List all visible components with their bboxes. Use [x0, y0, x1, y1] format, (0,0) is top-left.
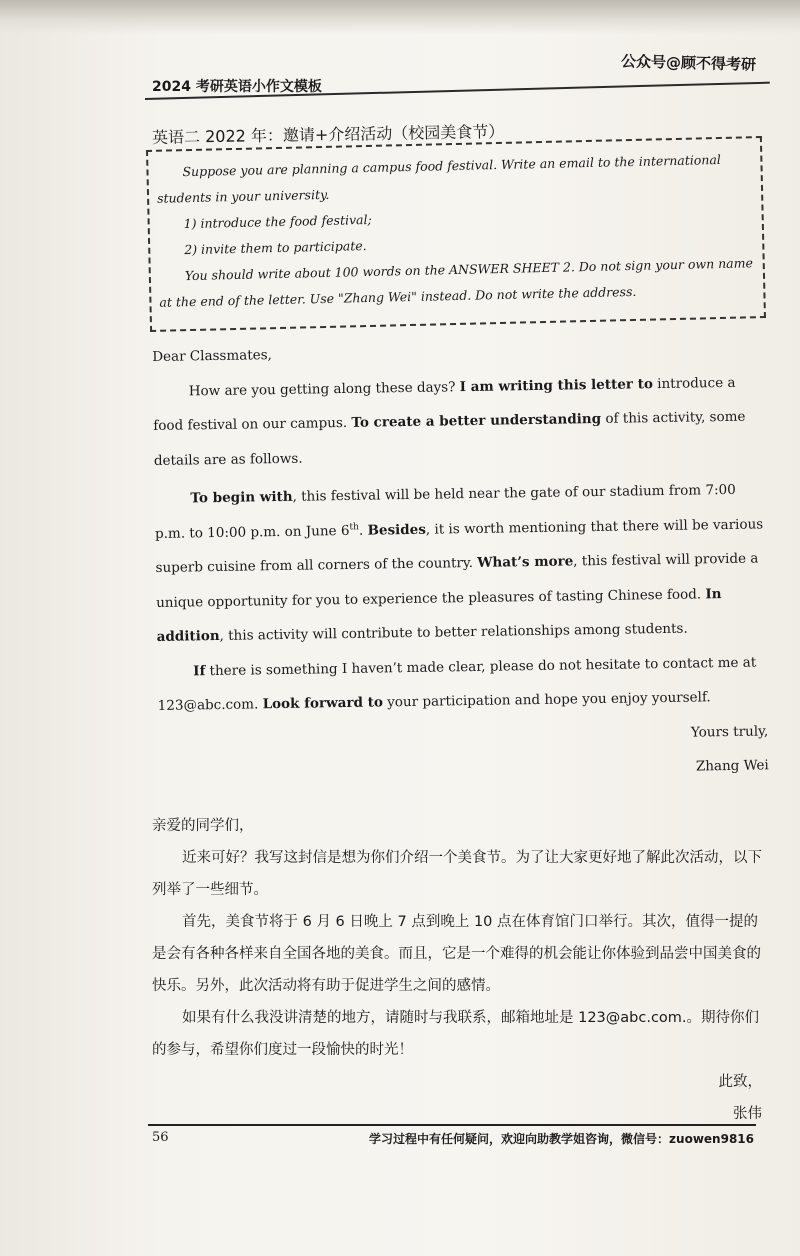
- bold-phrase: I am writing this letter to: [459, 375, 654, 395]
- prompt-line: Suppose you are planning a campus food festival. Write an email to the international: [182, 151, 721, 180]
- scan-shadow: [0, 0, 800, 34]
- cn-paragraph-1: 近来可好？我写这封信是想为你们介绍一个美食节。为了让大家更好地了解此次活动，以下列举了一些细节。: [152, 850, 762, 898]
- english-letter: [152, 330, 769, 792]
- letter-signature: Zhang Wei: [695, 757, 769, 775]
- text-run: , it is worth mentioning that there will be various superb cuisine from all corners of the country.: [155, 515, 764, 576]
- superscript: th: [349, 521, 359, 532]
- letter-paragraph-3: [157, 645, 768, 724]
- prompt-line: 2) invite them to participate.: [184, 238, 367, 258]
- bold-phrase: What’s more: [477, 553, 574, 571]
- cn-salutation: 亲爱的同学们，: [152, 818, 254, 834]
- letter-salutation: Dear Classmates,: [152, 347, 273, 365]
- letter-closing: Yours truly,: [690, 722, 769, 741]
- text-run: , this festival will be held near the gate of our stadium from 7:00 p.m. to 10:00 p.m. on June 6: [154, 481, 736, 542]
- text-run: How are you getting along these days?: [188, 378, 460, 399]
- text-run: , this activity will contribute to better relationships among students.: [219, 620, 688, 644]
- cn-paragraph-2: 首先，美食节将于 6 月 6 日晚上 7 点到晚上 10 点在体育馆门口举行。其次，值得一提的是会有各种各样来自全国各地的美食。而且，它是一个难得的机会能让你体验到品尝中国美食的快乐。另外，此次活动将有助于促进学生之间的感情。: [152, 914, 761, 994]
- letter-paragraph-2: [154, 472, 767, 654]
- cn-signature: 张伟: [733, 1106, 762, 1122]
- footer-divider: [148, 1124, 756, 1126]
- bold-phrase: To begin with: [190, 488, 293, 507]
- footer-note: 学习过程中有任何疑问，欢迎向助教学姐咨询，微信号：zuowen9816: [369, 1132, 754, 1146]
- text-run: introduce a food festival on our campus.: [153, 374, 736, 434]
- bold-phrase: Look forward to: [262, 694, 384, 713]
- letter-paragraph-1: [153, 365, 765, 478]
- bold-phrase: In addition: [156, 585, 722, 645]
- text-run: there is something I haven’t made clear, please do not hesitate to contact me at 123@abc.com.: [157, 654, 757, 714]
- prompt-line: students in your university.: [156, 186, 330, 206]
- bold-phrase: To create a better understanding: [351, 410, 602, 431]
- prompt-box: [146, 136, 766, 332]
- header-book-title: 2024 考研英语小作文模板: [152, 79, 322, 95]
- text-run: , this festival will provide a unique opportunity for you to experience the pleasures of tasting Chinese food.: [155, 550, 759, 611]
- chinese-translation: [152, 810, 762, 1130]
- cn-paragraph-3: 如果有什么我没讲清楚的地方，请随时与我联系，邮箱地址是 123@abc.com.。期待你们的参与，希望你们度过一段愉快的时光！: [152, 1010, 760, 1058]
- cn-closing: 此致，: [718, 1074, 762, 1090]
- text-run: .: [358, 522, 368, 539]
- prompt-line: You should write about 100 words on the ANSWER SHEET 2. Do not sign your own name: [184, 255, 754, 284]
- section-title: 英语二 2022 年：邀请+介绍活动（校园美食节）: [151, 121, 505, 148]
- bold-phrase: Besides: [367, 521, 426, 539]
- text-run: of this activity, some details are as follows.: [153, 408, 746, 469]
- prompt-line: at the end of the letter. Use "Zhang Wei" instead. Do not write the address.: [159, 283, 637, 310]
- bold-phrase: If: [193, 662, 206, 679]
- text-run: your participation and hope you enjoy yourself.: [382, 689, 711, 711]
- page-number: 56: [152, 1130, 169, 1145]
- prompt-line: 1) introduce the food festival;: [183, 211, 372, 232]
- header-account: 公众号@顾不得考研: [620, 52, 757, 74]
